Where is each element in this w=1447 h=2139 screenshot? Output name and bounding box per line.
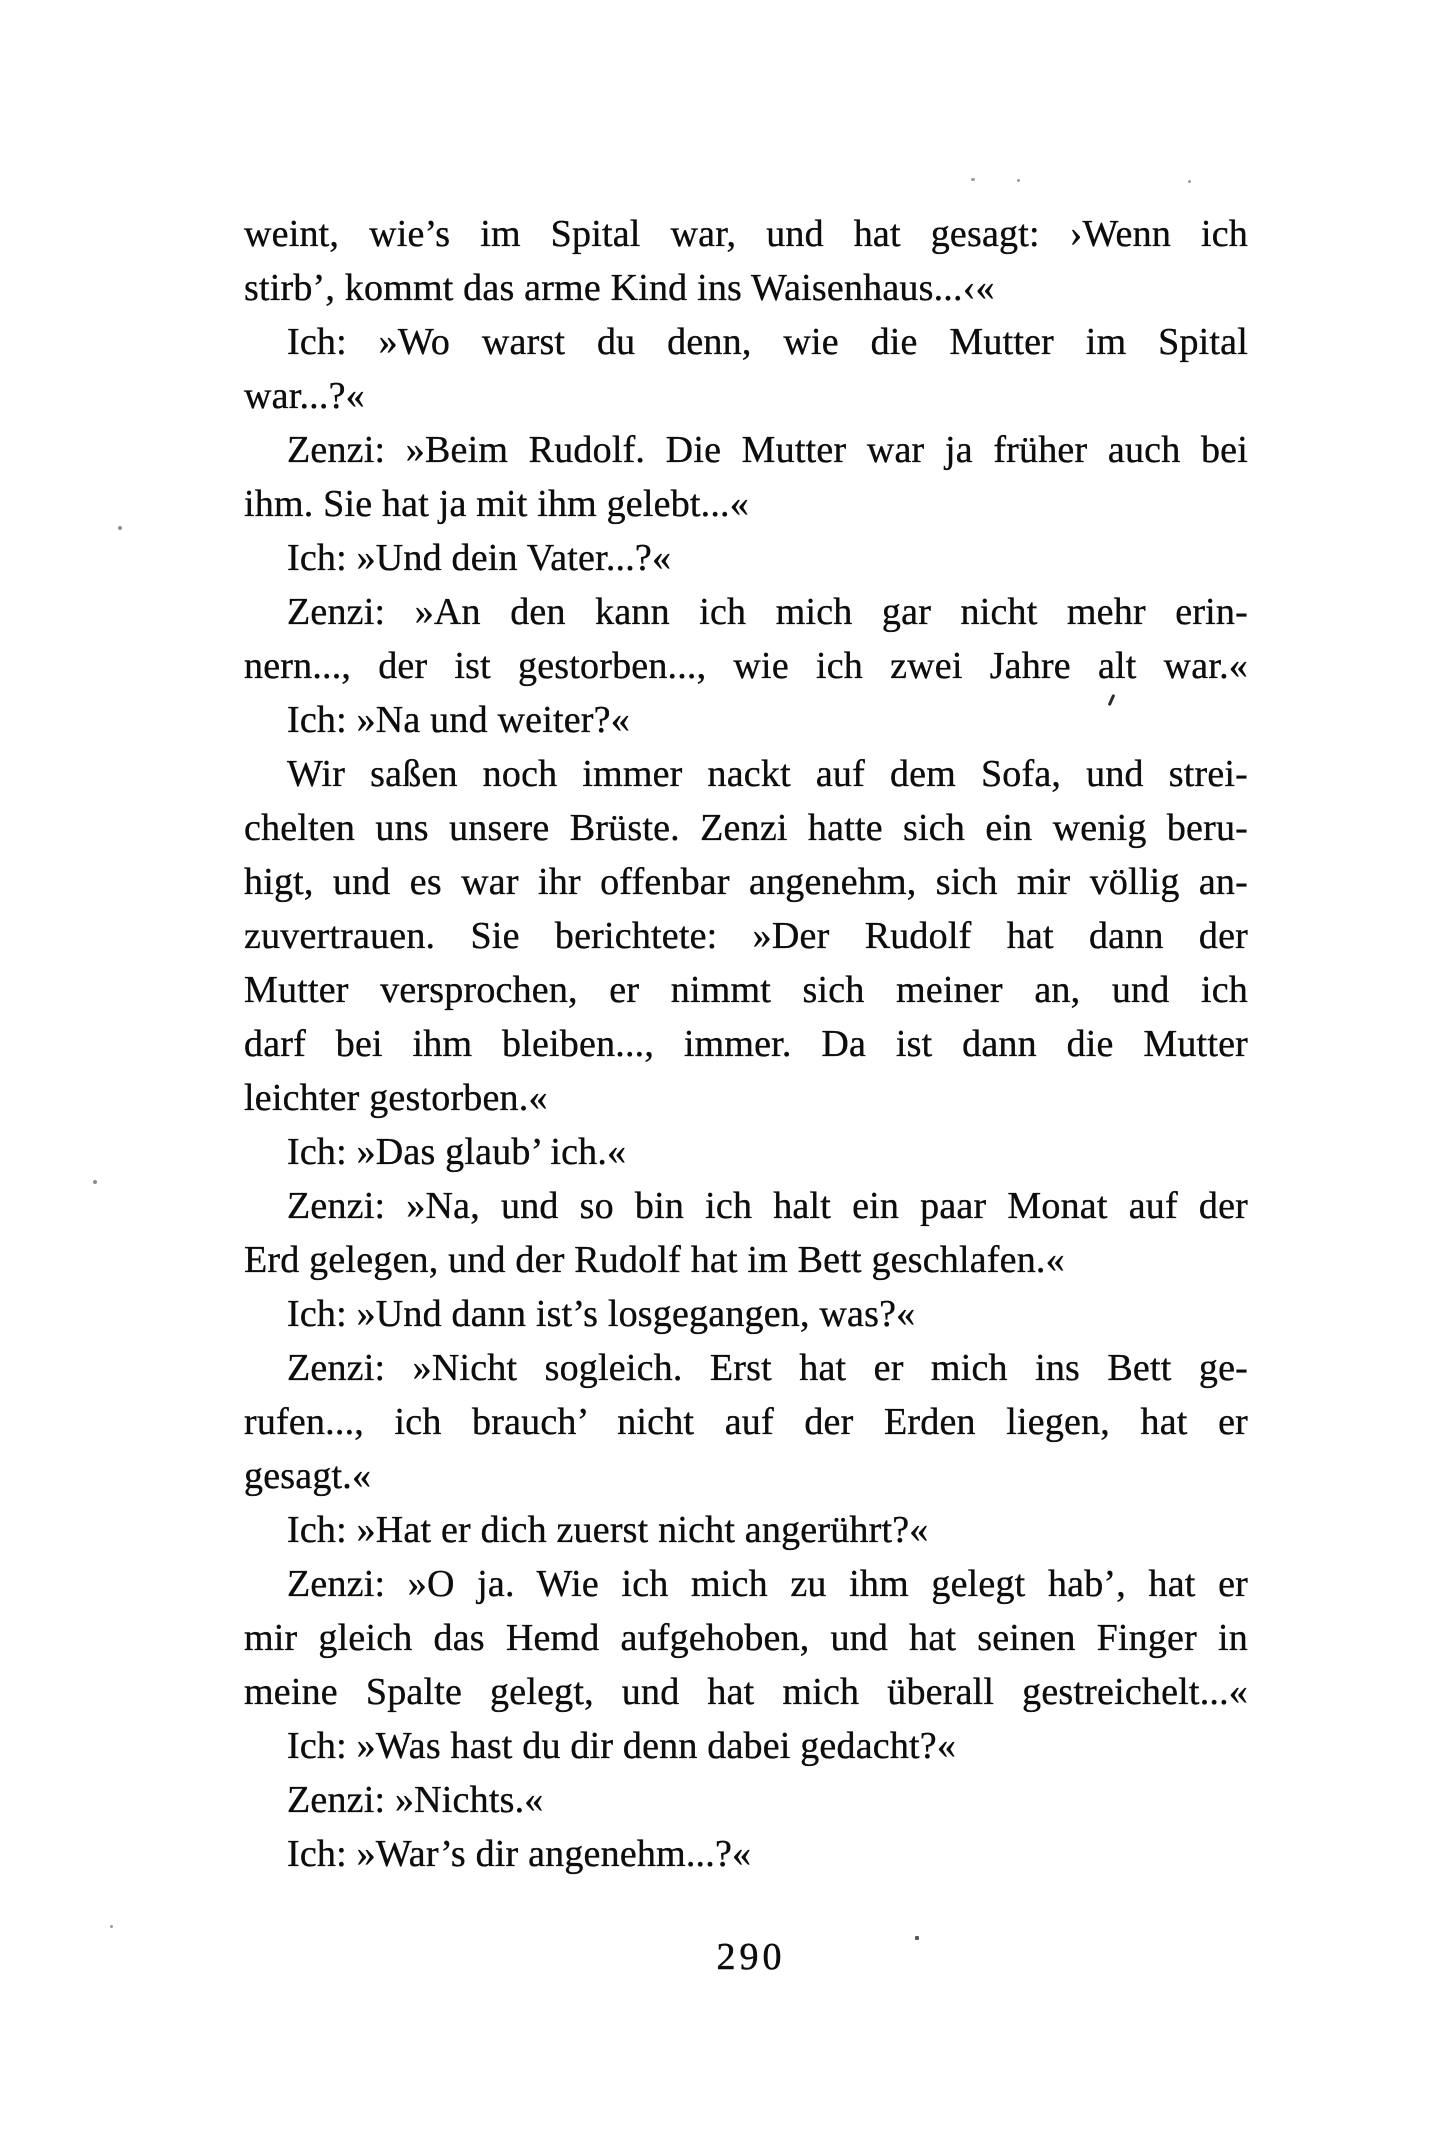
text-line: chelten uns unsere Brüste. Zenzi hatte sich ein wenig beru-: [244, 807, 1248, 849]
text-line: zuvertrauen. Sie berichtete: »Der Rudolf hat dann der: [244, 915, 1248, 957]
text-line: higt, und es war ihr offenbar angenehm, sich mir völlig an-: [244, 861, 1248, 903]
text-line: gesagt.«: [244, 1455, 372, 1497]
text-line: Ich: »Und dein Vater...?«: [287, 537, 672, 579]
page-number: 290: [716, 1936, 786, 1978]
scan-speck: [93, 1180, 97, 1184]
text-line: rufen..., ich brauch’ nicht auf der Erden liegen, hat er: [244, 1401, 1248, 1443]
scan-speck: [971, 178, 975, 181]
page-text: [244, 207, 1248, 1881]
text-line: leichter gestorben.«: [244, 1077, 548, 1119]
text-line: Wir saßen noch immer nackt auf dem Sofa, und strei-: [287, 753, 1248, 795]
text-line: ihm. Sie hat ja mit ihm gelebt...«: [244, 483, 749, 525]
text-line: mir gleich das Hemd aufgehoben, und hat seinen Finger in: [244, 1617, 1248, 1659]
text-line: Erd gelegen, und der Rudolf hat im Bett geschlafen.«: [244, 1239, 1065, 1281]
text-line: weint, wie’s im Spital war, und hat gesagt: ›Wenn ich: [244, 213, 1248, 255]
text-line: Ich: »Na und weiter?«: [287, 699, 630, 741]
text-line: Ich: »Und dann ist’s losgegangen, was?«: [287, 1293, 916, 1335]
text-line: Ich: »Was hast du dir denn dabei gedacht?«: [287, 1725, 957, 1767]
text-line: Zenzi: »Nicht sogleich. Erst hat er mich ins Bett ge-: [287, 1347, 1248, 1389]
text-line: Zenzi: »Beim Rudolf. Die Mutter war ja früher auch bei: [287, 429, 1248, 471]
text-line: Mutter versprochen, er nimmt sich meiner an, und ich: [244, 969, 1248, 1011]
text-line: meine Spalte gelegt, und hat mich überall gestreichelt...«: [244, 1671, 1248, 1713]
text-line: Zenzi: »Na, und so bin ich halt ein paar Monat auf der: [287, 1185, 1248, 1227]
text-line: Zenzi: »Nichts.«: [287, 1779, 544, 1821]
text-line: darf bei ihm bleiben..., immer. Da ist dann die Mutter: [244, 1023, 1248, 1065]
text-line: Zenzi: »O ja. Wie ich mich zu ihm gelegt hab’, hat er: [287, 1563, 1248, 1605]
text-line: Ich: »Das glaub’ ich.«: [287, 1131, 627, 1173]
text-line: Ich: »Hat er dich zuerst nicht angerührt?«: [287, 1509, 929, 1551]
text-line: stirb’, kommt das arme Kind ins Waisenhaus...‹«: [244, 267, 995, 309]
scan-speck: [118, 526, 122, 530]
scan-speck: [110, 1925, 113, 1928]
text-line: nern..., der ist gestorben..., wie ich zwei Jahre alt war.«: [244, 645, 1248, 687]
scan-speck: [915, 1936, 919, 1940]
scan-speck: [1188, 180, 1191, 183]
scan-speck: [1017, 179, 1020, 182]
text-line: war...?«: [244, 375, 365, 417]
text-line: Zenzi: »An den kann ich mich gar nicht mehr erin-: [287, 591, 1248, 633]
text-line: Ich: »Wo warst du denn, wie die Mutter im Spital: [287, 321, 1248, 363]
text-line: Ich: »War’s dir angenehm...?«: [287, 1833, 752, 1875]
